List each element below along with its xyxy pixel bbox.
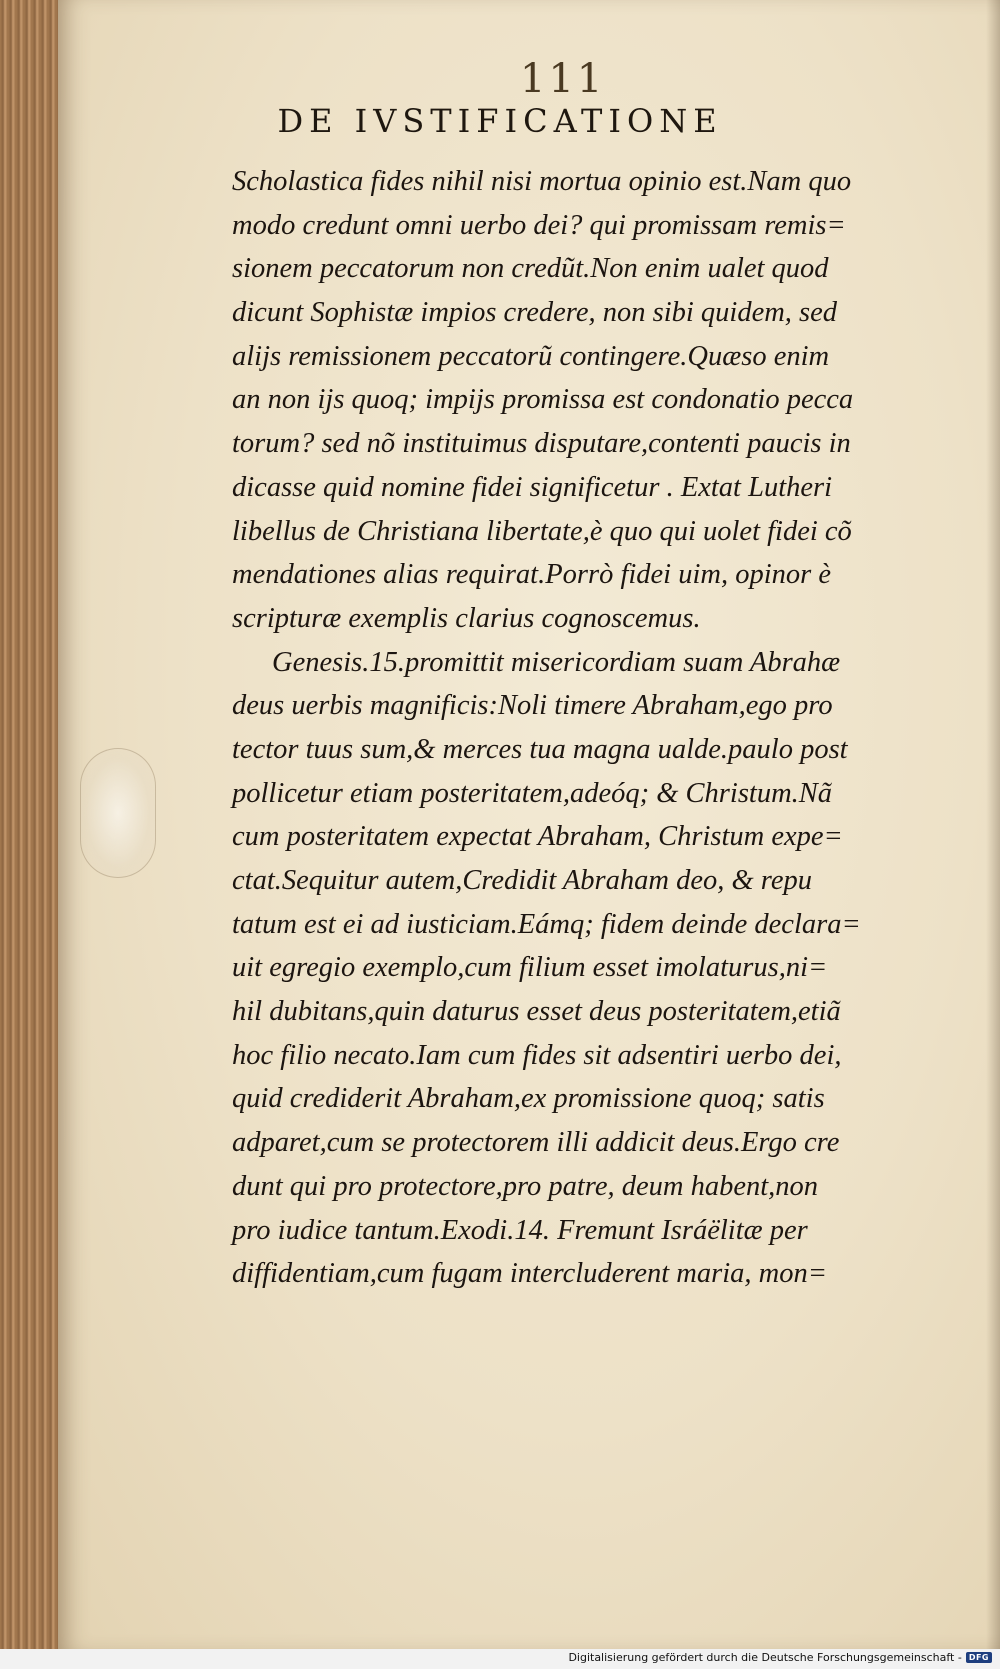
text-line: torum? sed nõ instituimus disputare,contenti paucis in bbox=[232, 428, 851, 460]
text-line: libellus de Christiana libertate,è quo qui uolet fidei cõ bbox=[232, 515, 852, 547]
text-line: ctat.Sequitur autem,Credidit Abraham deo, & repu bbox=[232, 865, 812, 896]
page-edges bbox=[0, 0, 58, 1649]
text-line: hoc filio necato.Iam cum fides sit adsentiri uerbo dei, bbox=[232, 1039, 842, 1071]
text-line: quid crediderit Abraham,ex promissione quoq; satis bbox=[232, 1083, 825, 1115]
text-line: pollicetur etiam posteritatem,adeóq; & Christum.Nã bbox=[232, 777, 833, 809]
footer-credit-text: Digitalisierung gefördert durch die Deutsche Forschungsgemeinschaft - bbox=[568, 1651, 962, 1664]
text-line: deus uerbis magnificis:Noli timere Abraham,ego pro bbox=[232, 690, 833, 722]
text-line: dicunt Sophistæ impios credere, non sibi quidem, sed bbox=[232, 297, 838, 329]
text-line: diffidentiam,cum fugam intercluderent maria, mon= bbox=[232, 1258, 827, 1290]
page-clip bbox=[80, 748, 156, 878]
text-line: tector tuus sum,& merces tua magna ualde.paulo post bbox=[232, 733, 848, 765]
text-line: sionem peccatorum non credũt.Non enim ualet quod bbox=[232, 253, 829, 285]
text-line: an non ijs quoq; impijs promissa est condonatio pecca bbox=[232, 384, 854, 416]
text-line: mendationes alias requirat.Porrò fidei uim, opinor è bbox=[232, 559, 832, 591]
text-line: Genesis.15.promittit misericordiam suam Abrahæ bbox=[272, 646, 841, 678]
text-line: alijs remissionem peccatorũ contingere.Quæso enim bbox=[232, 340, 830, 372]
running-head: DE IVSTIFICATIONE bbox=[277, 102, 723, 140]
text-line: tatum est ei ad iusticiam.Eámq; fidem deinde declara= bbox=[232, 908, 861, 940]
footer-credit bbox=[568, 1651, 992, 1664]
text-line: hil dubitans,quin daturus esset deus posteritatem,etiã bbox=[232, 996, 841, 1028]
text-line: adparet,cum se protectorem illi addicit deus.Ergo cre bbox=[232, 1127, 840, 1159]
text-line: Scholastica fides nihil nisi mortua opinio est.Nam quo bbox=[232, 166, 852, 197]
text-line: pro iudice tantum.Exodi.14. Fremunt Isráëlitæ per bbox=[232, 1214, 808, 1246]
page-number: 111 bbox=[520, 56, 606, 102]
page-body bbox=[232, 160, 904, 1296]
text-line: dicasse quid nomine fidei significetur . Extat Lutheri bbox=[232, 471, 833, 503]
footer-bar bbox=[0, 1649, 1000, 1669]
text-line: dunt qui pro protectore,pro patre, deum habent,non bbox=[232, 1170, 819, 1202]
text-line: scripturæ exemplis clarius cognoscemus. bbox=[232, 602, 701, 634]
dfg-logo: DFG bbox=[966, 1652, 992, 1663]
text-line: uit egregio exemplo,cum filium esset imolaturus,ni= bbox=[232, 952, 828, 984]
text-line: modo credunt omni uerbo dei? qui promissam remis= bbox=[232, 209, 846, 241]
text-line: cum posteritatem expectat Abraham, Christum expe= bbox=[232, 821, 843, 853]
